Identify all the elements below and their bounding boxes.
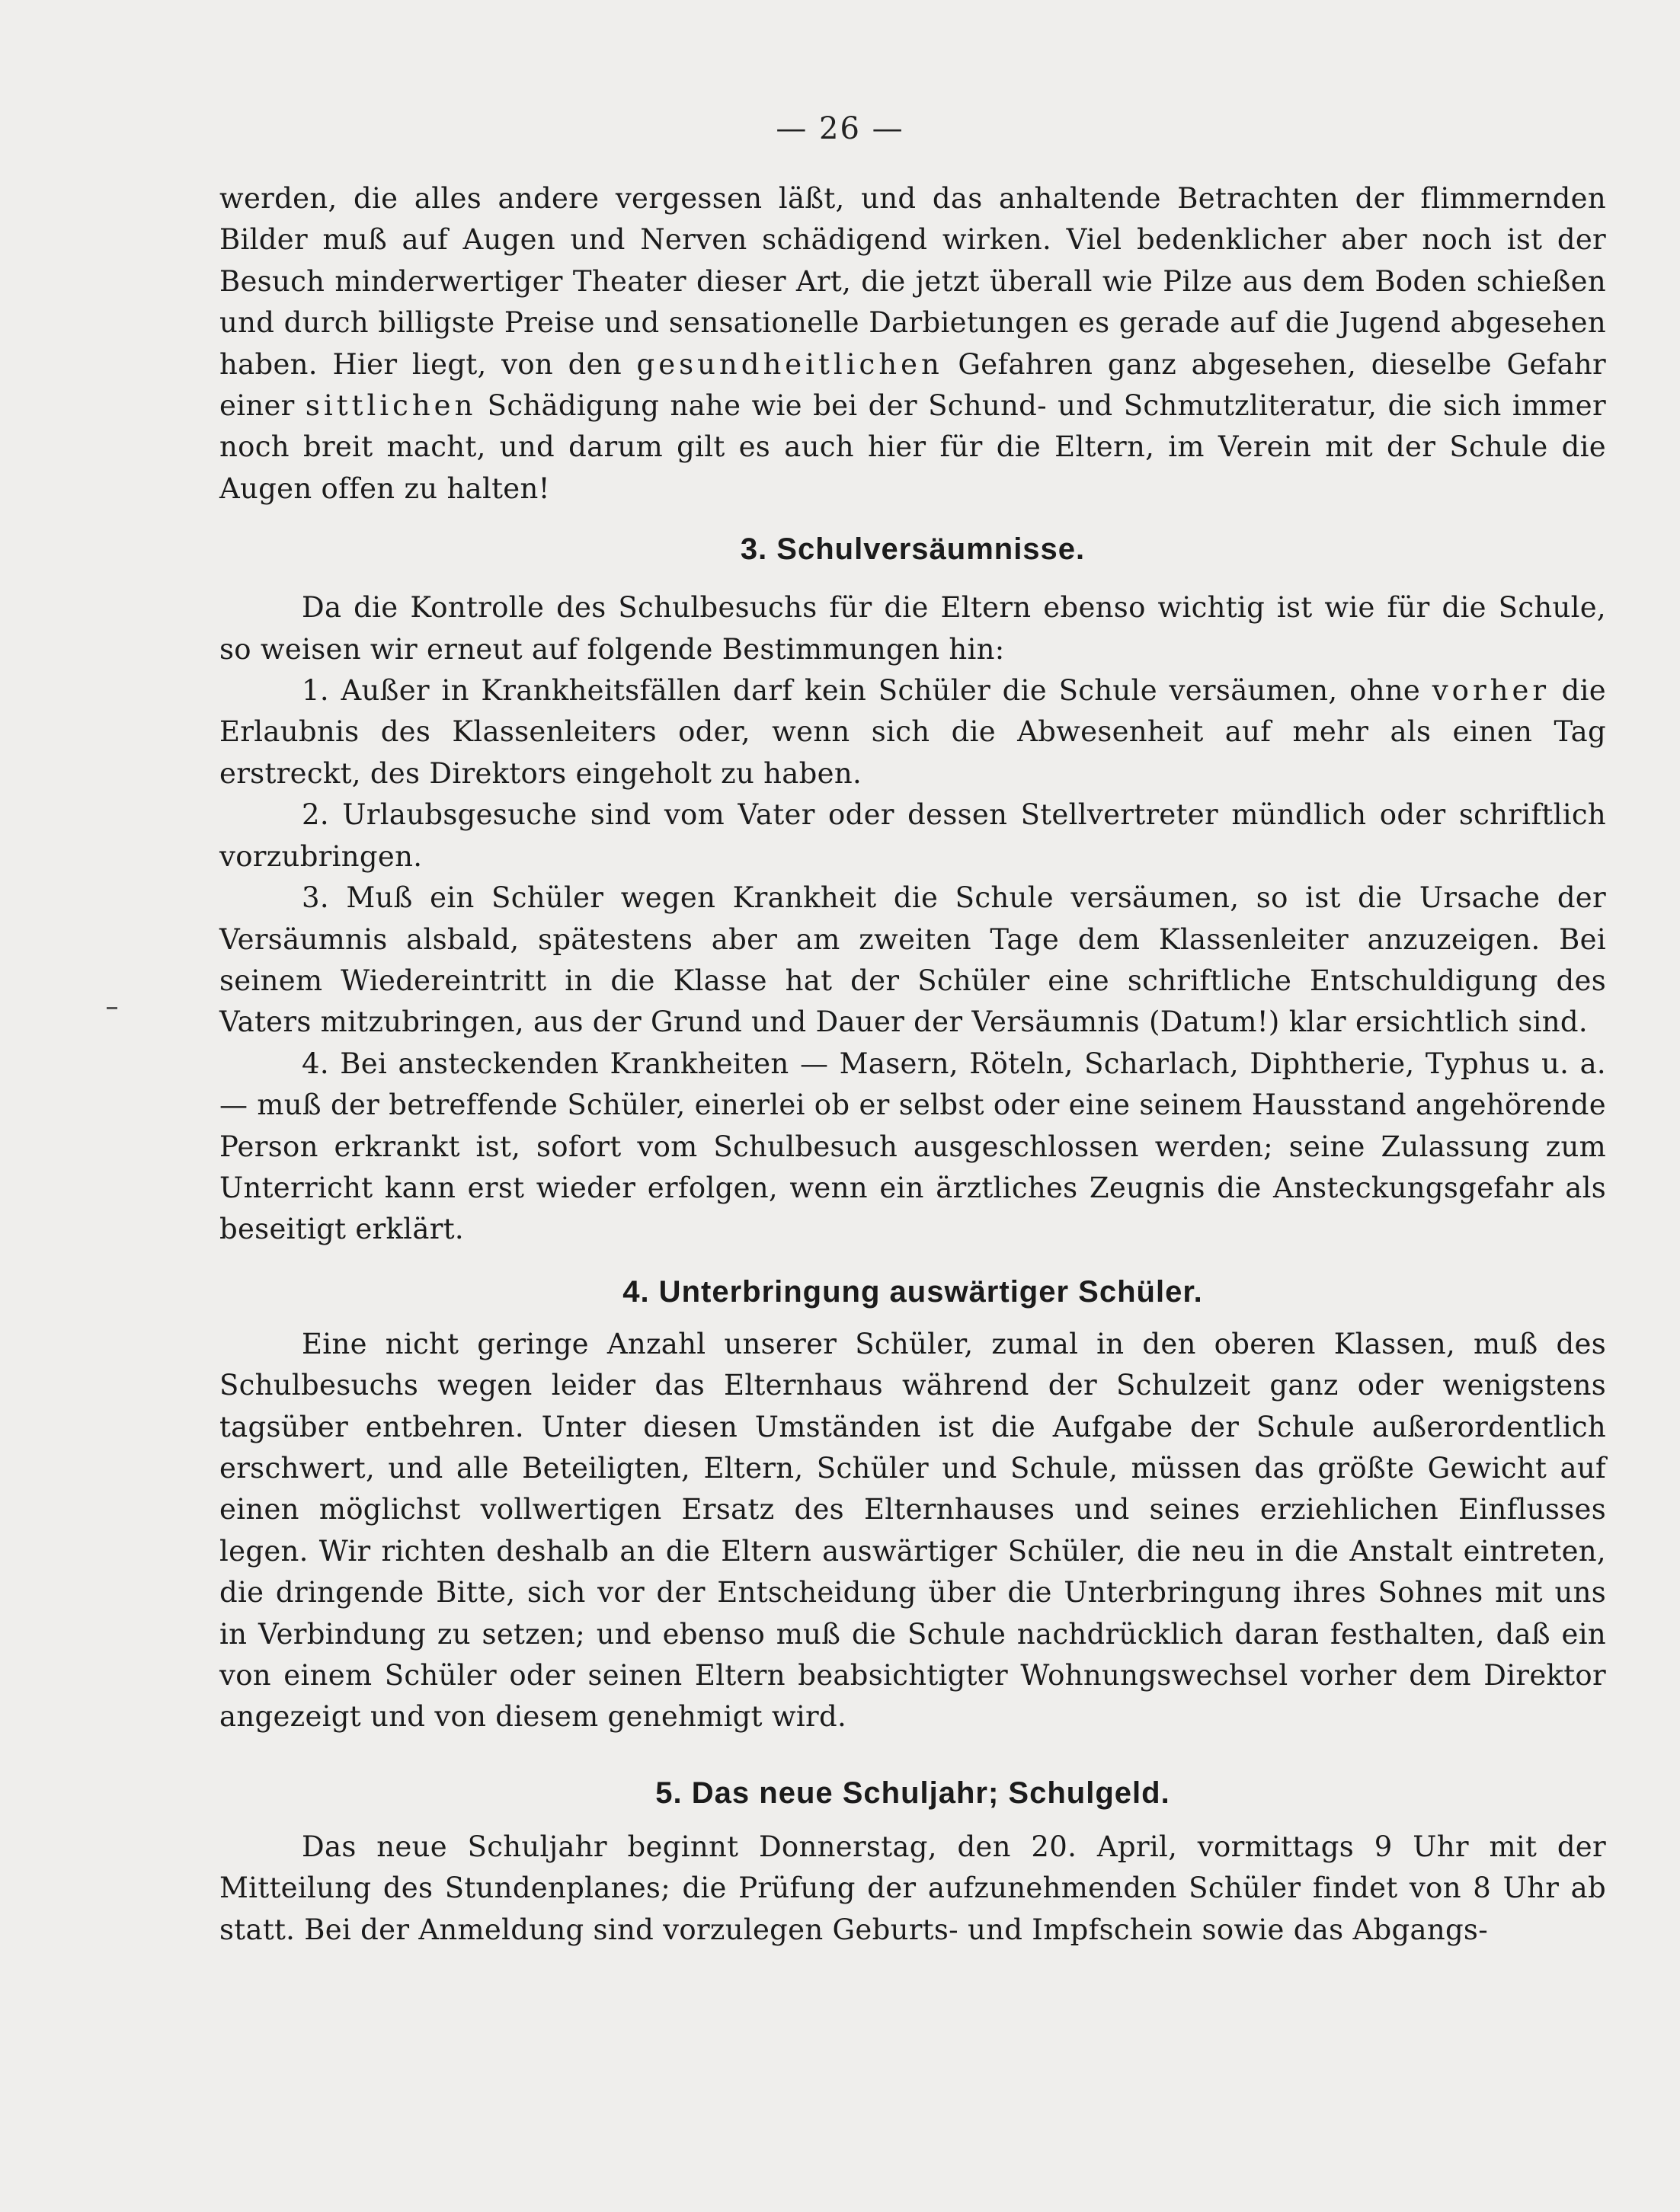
section-heading-schuljahr: 5. Das neue Schuljahr; Schulgeld. (655, 1776, 1170, 1810)
paragraph-text: Gefahren ganz abgesehen, dieselbe Gefahr einer (219, 347, 1606, 423)
list-item: 4. Bei ansteckenden Krankheiten — Masern, Röteln, Scharlach, Diphtherie, Typhus u. a. — muß der betreffende Schüler, einerlei ob er selbst oder eine seinem Hausstand angehörende Person erkrankt ist, sofort vom Schulbesuch ausgeschlossen werden; seine Zulassung zum Unterricht kann erst wieder erfolgen, wenn ein ärztliches Zeugnis die Ansteckungsgefahr als beseitigt erklärt. (219, 1047, 1606, 1246)
list-item-text: 1. Außer in Krankheitsfällen darf kein Schüler die Schule versäumen, ohne (302, 674, 1432, 708)
page-number: — 26 — (776, 111, 904, 146)
section-heading-unterbringung: 4. Unterbringung auswärtiger Schüler. (622, 1274, 1203, 1309)
paragraph-text: Schädigung nahe wie bei der Schund- und Schmutzliteratur, die sich immer noch breit macht, und darum gilt es auch hier für die Eltern, im Verein mit der Schule die Augen offen zu halten! (219, 389, 1606, 505)
paragraph-intro: Da die Kontrolle des Schulbesuchs für die Eltern ebenso wichtig ist wie für die Schule, so weisen wir erneut auf folgende Bestimmungen hin: (219, 591, 1606, 666)
emphasized-word: gesundheitlichen (636, 347, 943, 381)
paragraph-unterbringung: Eine nicht geringe Anzahl unserer Schüler, zumal in den oberen Klassen, muß des Schulbesuchs wegen leider das Elternhaus während der Schulzeit ganz oder wenigstens tagsüber entbehren. Unter diesen Umständen ist die Aufgabe der Schule außerordentlich erschwert, und alle Beteiligten, Eltern, Schüler und Schule, müssen das größte Gewicht auf einen möglichst vollwertigen Ersatz des Elternhauses und seines erziehlichen Einflusses legen. Wir richten deshalb an die Eltern auswärtiger Schüler, die neu in die Anstalt eintreten, die dringende Bitte, sich vor der Entscheidung über die Unterbringung ihres Sohnes mit uns in Verbindung zu setzen; und ebenso muß die Schule nachdrücklich daran festhalten, daß ein von einem Schüler oder seinen Eltern beabsichtigter Wohnungswechsel vorher dem Direktor angezeigt und von diesem genehmigt wird. (219, 1327, 1606, 1734)
list-item-text: die Erlaubnis des Klassenleiters oder, wenn sich die Abwesenheit auf mehr als einen Tag erstreckt, des Direktors eingeholt zu haben. (219, 674, 1606, 790)
paragraph-continuation (219, 178, 1606, 510)
margin-mark (107, 1007, 117, 1009)
page-body (219, 178, 1606, 1951)
section-heading-schulversaeumnisse: 3. Schulversäumnisse. (740, 532, 1086, 567)
list-item: 2. Urlaubsgesuche sind vom Vater oder dessen Stellvertreter mündlich oder schriftlich vorzubringen. (219, 798, 1606, 873)
emphasized-word: vorher (1432, 674, 1550, 708)
list-item (219, 670, 1606, 794)
paragraph-text: werden, die alles andere vergessen läßt, und das anhaltende Betrachten der flimmernden Bilder muß auf Augen und Nerven schädigend wirken. Viel bedenklicher aber noch ist der Besuch minderwertiger Theater dieser Art, die jetzt überall wie Pilze aus dem Boden schießen und durch billigste Preise und sensationelle Darbietungen es gerade auf die Jugend abgesehen haben. Hier liegt, von den (219, 182, 1606, 381)
emphasized-word: sittlichen (305, 389, 477, 423)
list-item: 3. Muß ein Schüler wegen Krankheit die Schule versäumen, so ist die Ursache der Versäumnis alsbald, spätestens aber am zweiten Tage dem Klassenleiter anzuzeigen. Bei seinem Wiedereintritt in die Klasse hat der Schüler eine schriftliche Entschuldigung des Vaters mitzubringen, aus der Grund und Dauer der Versäumnis (Datum!) klar ersichtlich sind. (219, 881, 1606, 1039)
paragraph-schuljahr: Das neue Schuljahr beginnt Donnerstag, den 20. April, vormittags 9 Uhr mit der Mitteilung des Stundenplanes; die Prüfung der aufzunehmenden Schüler findet von 8 Uhr ab statt. Bei der Anmeldung sind vorzulegen Geburts- und Impfschein sowie das Abgangs- (219, 1830, 1606, 1946)
